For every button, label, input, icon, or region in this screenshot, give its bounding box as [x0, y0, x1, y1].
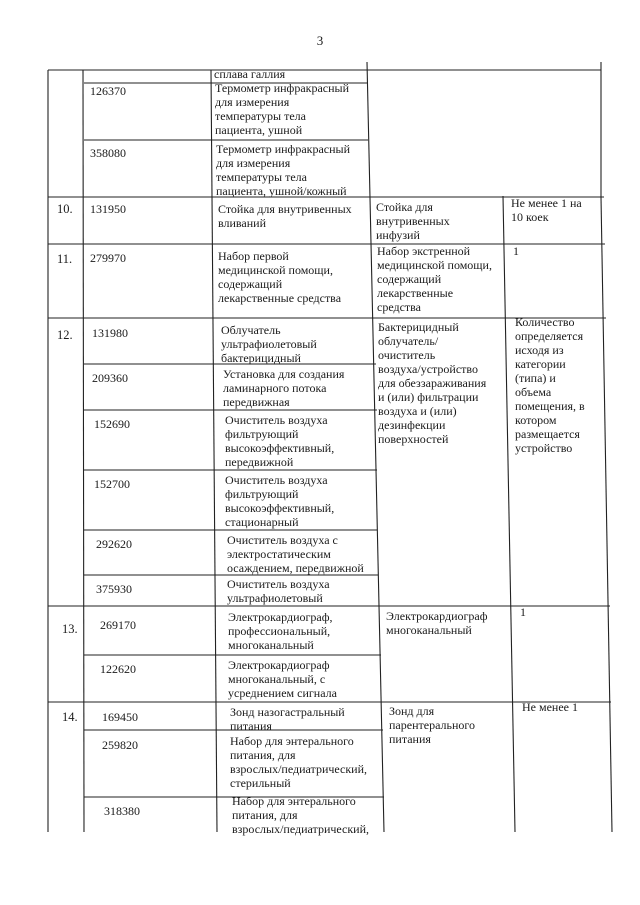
item-code: 279970	[90, 251, 126, 265]
row-number: 13.	[62, 622, 78, 636]
required-quantity: Не менее 1 на 10 коек	[511, 196, 582, 224]
equipment-type: Электрокардиограф многоканальный	[386, 609, 488, 637]
item-code: 131980	[92, 326, 128, 340]
item-name: Электрокардиограф многоканальный, с усреднением сигнала	[228, 658, 337, 700]
equipment-type: Набор экстренной медицинской помощи, содержащий лекарственные средства	[377, 244, 492, 314]
required-quantity: Количество определяется исходя из категории (типа) и объема помещения, в котором размещается устройство	[515, 315, 585, 455]
item-code: 269170	[100, 618, 136, 632]
item-code: 259820	[102, 738, 138, 752]
item-name: Облучатель ультрафиолетовый бактерицидный	[221, 323, 317, 365]
item-code: 318380	[104, 804, 140, 818]
item-code: 122620	[100, 662, 136, 676]
row-number: 14.	[62, 710, 78, 724]
required-quantity: Не менее 1	[522, 700, 578, 714]
item-code: 209360	[92, 371, 128, 385]
item-code: 292620	[96, 537, 132, 551]
row-number: 11.	[57, 252, 73, 266]
item-code: 152700	[94, 477, 130, 491]
item-name: Очиститель воздуха фильтрующий высокоэффективный, передвижной	[225, 413, 335, 469]
item-code: 131950	[90, 202, 126, 216]
equipment-type: Стойка для внутривенных инфузий	[376, 200, 450, 242]
item-name: Электрокардиограф, профессиональный, многоканальный	[228, 610, 333, 652]
item-name: Термометр инфракрасный для измерения температуры тела пациента, ушной/кожный	[216, 142, 351, 198]
item-name: Установка для создания ламинарного потока передвижная	[223, 367, 345, 409]
item-name: Набор первой медицинской помощи, содержащий лекарственные средства	[218, 249, 342, 305]
item-code: 375930	[96, 582, 132, 596]
item-code: 152690	[94, 417, 130, 431]
item-code: 126370	[90, 84, 126, 98]
row-number: 10.	[57, 202, 73, 216]
item-name: Набор для энтерального питания, для взрослых/педиатрический, стерильный	[230, 734, 368, 790]
item-code: 358080	[90, 146, 126, 160]
equipment-type: Бактерицидный облучатель/ очиститель воздуха/устройство для обеззараживания и (или) фильтрации воздуха и (или) дезинфекции поверхностей	[378, 320, 487, 446]
item-name: Очиститель воздуха с электростатическим осаждением, передвижной	[227, 533, 364, 575]
row-number: 12.	[57, 328, 73, 342]
required-quantity: 1	[513, 244, 519, 258]
page-number: 3	[316, 33, 324, 48]
equipment-type: Зонд для парентерального питания	[389, 704, 476, 746]
item-name: Набор для энтерального питания, для взрослых/педиатрический,	[232, 794, 370, 836]
item-name: сплава галлия	[214, 67, 286, 81]
item-name: Термометр инфракрасный для измерения температуры тела пациента, ушной	[215, 81, 350, 137]
item-name: Стойка для внутривенных вливаний	[218, 202, 352, 230]
item-code: 169450	[102, 710, 138, 724]
required-quantity: 1	[520, 605, 526, 619]
item-name: Очиститель воздуха фильтрующий высокоэффективный, стационарный	[225, 473, 335, 529]
item-name: Очиститель воздуха ультрафиолетовый	[227, 577, 330, 605]
item-name: Зонд назогастральный питания	[230, 705, 345, 733]
